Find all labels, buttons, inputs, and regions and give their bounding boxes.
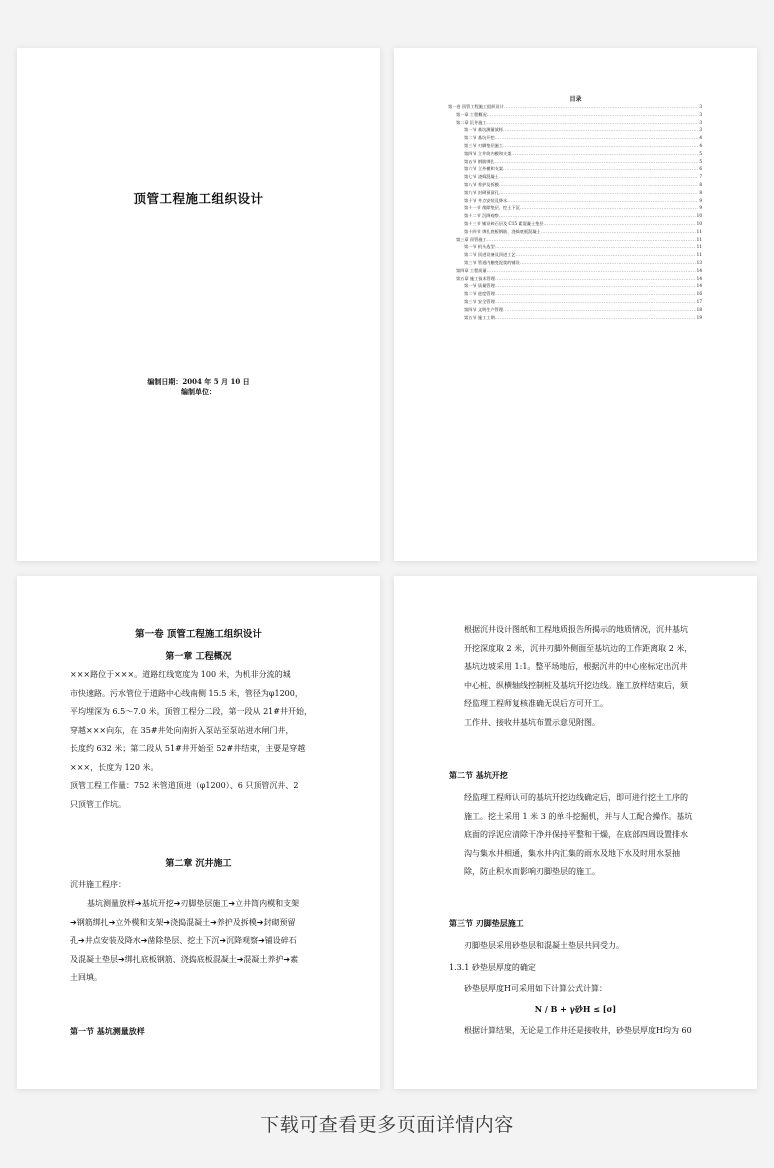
toc-entry-label: 第七节 浇捣混凝土 (464, 174, 499, 180)
toc-entry-page: 16 (696, 291, 702, 297)
toc-entry[interactable] (448, 189, 702, 197)
toc-entry-label: 第九节 封砌预留孔 (464, 189, 499, 195)
cover-meta (17, 377, 380, 397)
toc-entry-label: 第一卷 顶管工程施工组织设计 (448, 104, 504, 109)
text-line: 开挖深度取 2 米，沉井刃脚外侧面至基坑边的工作距离取 2 米， (464, 643, 693, 653)
toc-leader-dots (499, 173, 698, 181)
toc-title: 目录 (569, 96, 582, 103)
chapter1-body (70, 666, 360, 814)
toc-entry-page: 17 (696, 298, 702, 304)
toc-entry-page: 4 (699, 135, 702, 141)
text-line: ➔钢筋绑扎➔立外模和支架➔浇捣混凝土➔养护及拆模➔封砌预留 (70, 917, 296, 927)
toc-entry[interactable] (448, 181, 702, 189)
toc-entry-page: 6 (699, 166, 702, 172)
toc-leader-dots (503, 142, 698, 150)
toc-entry[interactable] (448, 173, 702, 181)
toc-entry-label: 第三节 刃脚垫层施工 (464, 142, 504, 148)
toc-entry[interactable] (448, 275, 702, 283)
toc-leader-dots (503, 126, 698, 134)
toc-leader-dots (487, 267, 696, 275)
text-line: 及混凝土垫层➔绑扎底板钢筋、浇捣底板混凝土➔混凝土养护➔素 (70, 954, 299, 964)
toc-entry-label: 第六节 立外模和支架 (464, 166, 504, 172)
toc-leader-dots (499, 189, 698, 197)
toc-entry[interactable] (448, 314, 702, 322)
toc-entry[interactable] (448, 197, 702, 205)
toc-entry[interactable] (448, 251, 702, 259)
toc-entry-page: 3 (699, 104, 702, 109)
toc-entry-page: 14 (696, 275, 702, 281)
text-line: 工作井、接收井基坑布置示意见附图。 (464, 717, 600, 727)
toc-entry-label: 第二节 进度管理 (464, 291, 495, 297)
text-line: 穿越×××向东，在 35#井处向南折入泵站至泵站进水闸门井， (70, 725, 294, 735)
toc-entry-page: 14 (696, 267, 702, 273)
toc-entry-label: 第二节 基坑开挖 (464, 135, 495, 141)
toc-leader-dots (541, 228, 696, 236)
section1-body (464, 621, 744, 732)
toc-entry-page: 11 (696, 244, 702, 250)
toc-entry[interactable] (448, 111, 702, 119)
toc-entry[interactable] (448, 243, 702, 251)
toc-entry-label: 第二章 沉井施工 (456, 119, 487, 125)
toc-leader-dots (511, 150, 698, 158)
toc-entry-label: 第十三节 铺设碎石层及 C15 素混凝土垫层 (464, 220, 544, 226)
toc-entry-page: 10 (696, 220, 702, 226)
text-line: 底面的浮泥应清除干净并保持平整和干燥，在底部四周设置排水 (464, 830, 688, 839)
section2-body (464, 789, 744, 882)
section1-title: 第一节 基坑测量放样 (70, 1026, 145, 1036)
download-more-text[interactable]: 下载可查看更多页面详情内容 (260, 1114, 514, 1136)
toc-leader-dots (499, 181, 698, 189)
text-line: 经监理工程师复核准确无误后方可开工。 (464, 699, 608, 708)
formula-intro: 砂垫层厚度H可采用如下计算公式计算： (464, 984, 607, 993)
toc-entry-label: 第五节 施工工期 (464, 314, 495, 320)
toc-leader-dots (487, 111, 699, 119)
toc-leader-dots (516, 251, 696, 259)
content-page-1 (17, 576, 380, 1089)
toc-entry[interactable] (448, 220, 702, 228)
toc-entry-label: 第一节 机头选型 (464, 244, 495, 250)
toc-entry-label: 第五章 施工技术管理 (456, 275, 496, 281)
section3-line: 刃脚垫层采用砂垫层和混凝土垫层共同受力。 (464, 941, 624, 950)
toc-entry-label: 第一章 工程概况 (456, 111, 487, 117)
toc-leader-dots (495, 282, 696, 290)
toc-entry-page: 9 (699, 205, 702, 211)
text-line: 基坑测量放样➔基坑开挖➔刃脚垫层施工➔立井筒内模和支架 (87, 899, 300, 908)
toc-leader-dots (495, 134, 699, 142)
toc-entry-page: 8 (699, 181, 702, 187)
cover-date: 编制日期：2004 年 5 月 10 日 (147, 377, 250, 386)
text-line: 顶管工程工作量：752 米管道顶进（φ1200）、6 只顶管沉井、2 (70, 781, 299, 790)
toc-leader-dots (495, 243, 696, 251)
text-line: 中心桩、纵横轴线控制桩及基坑开挖边线。施工放样结束后，须 (464, 680, 688, 690)
toc-leader-dots (507, 197, 698, 205)
toc-entry[interactable] (448, 298, 702, 306)
text-line: 施工。挖土采用 1 米 3 的单斗挖掘机，并与人工配合操作。基坑 (464, 811, 693, 821)
toc-leader-dots (504, 103, 699, 111)
formula: N / B + γ砂H ≤ [σ] (534, 1004, 617, 1014)
chapter1-title: 第一章 工程概况 (165, 652, 232, 662)
text-line: 市快速路。污水管位于道路中心线南侧 15.5 米，管径为φ1200， (70, 688, 303, 698)
text-line: 基坑边坡采用 1:1。整平场地后，根据沉井的中心座标定出沉井 (464, 662, 688, 671)
toc-entry-label: 第十二节 沉降观察 (464, 213, 499, 219)
content-page-2 (394, 576, 757, 1089)
toc-entry-page: 4 (699, 142, 702, 148)
last-line: 根据计算结果，无论是工作井还是接收井，砂垫层厚度H均为 60 (464, 1026, 692, 1035)
toc-entry-label: 第一节 质量管理 (464, 283, 495, 289)
toc-entry[interactable] (448, 267, 702, 275)
toc-entry-label: 第一节 基坑测量放样 (464, 127, 504, 133)
text-line: 沟与集水井相通，集水井内汇集的雨水及地下水及时用水泵抽 (464, 848, 680, 858)
toc-entry-page: 18 (696, 306, 702, 312)
toc-entry-label: 第二节 顶进设备及顶进工艺 (464, 252, 516, 258)
toc-entry-label: 第四章 工程质量 (456, 267, 487, 273)
toc-list (448, 103, 702, 321)
toc-entry-page: 3 (699, 111, 702, 117)
toc-entry[interactable] (448, 282, 702, 290)
text-line: 长度约 632 米；第二段从 51#井开始至 52#井结束，主要是穿越 (70, 744, 306, 753)
toc-entry-label: 第三节 安全管理 (464, 298, 495, 304)
cover-page (17, 48, 380, 561)
toc-entry[interactable] (448, 103, 702, 111)
text-line: 平均埋深为 6.5～7.0 米。顶管工程分二段，第一段从 21#井开始， (70, 707, 312, 716)
toc-entry-page: 5 (699, 150, 702, 156)
toc-entry-page: 19 (696, 314, 702, 320)
toc-entry[interactable] (448, 306, 702, 314)
text-line: 孔➔井点安装及降水➔凿除垫层、挖土下沉➔沉降观察➔铺设碎石 (70, 936, 297, 945)
toc-leader-dots (544, 220, 696, 228)
toc-leader-dots (520, 259, 696, 267)
cover-unit: 编制单位： (181, 387, 216, 396)
section2-title: 第二节 基坑开挖 (449, 770, 508, 780)
cover-title: 顶管工程施工组织设计 (133, 191, 264, 206)
toc-entry-page: 11 (696, 236, 702, 242)
toc-entry-page: 9 (699, 197, 702, 203)
toc-entry[interactable] (448, 126, 702, 134)
text-line: 土回填。 (70, 973, 102, 982)
chapter2-procedure (70, 895, 360, 988)
toc-leader-dots (495, 298, 696, 306)
toc-entry-label: 第四节 文明生产管理 (464, 306, 504, 312)
text-line: 除，防止积水而影响刃脚垫层的施工。 (464, 867, 600, 876)
toc-entry[interactable] (448, 204, 702, 212)
text-line: ×××路位于×××。道路红线宽度为 100 米，为机非分流的城 (70, 670, 291, 679)
toc-entry[interactable] (448, 259, 702, 267)
toc-leader-dots (495, 314, 696, 322)
volume-title: 第一卷 顶管工程施工组织设计 (135, 629, 262, 640)
toc-entry[interactable] (448, 236, 702, 244)
subsection-title: 1.3.1 砂垫层厚度的确定 (449, 963, 536, 972)
toc-entry-page: 5 (699, 158, 702, 164)
toc-entry-page: 13 (696, 259, 702, 265)
toc-entry-page: 8 (699, 189, 702, 195)
text-line: 根据沉井设计图纸和工程地质报告所揭示的地质情况，沉井基坑 (464, 625, 688, 634)
toc-entry[interactable] (448, 119, 702, 127)
toc-leader-dots (495, 158, 699, 166)
text-line: 经监理工程师认可的基坑开挖边线确定后，即可进行挖土工序的 (464, 793, 688, 802)
toc-leader-dots (503, 306, 696, 314)
toc-leader-dots (520, 204, 699, 212)
toc-entry-label: 第三章 顶管施工 (456, 236, 487, 242)
toc-entry-page: 11 (696, 252, 702, 258)
toc-entry[interactable] (448, 212, 702, 220)
toc-entry-page: 7 (699, 174, 702, 180)
toc-entry-page: 14 (696, 283, 702, 289)
toc-entry-label: 第十四节 绑扎底板钢筋、浇捣底板混凝土 (464, 228, 541, 234)
toc-entry[interactable] (448, 158, 702, 166)
toc-entry[interactable] (448, 165, 702, 173)
toc-entry[interactable] (448, 150, 702, 158)
toc-entry-page: 3 (699, 119, 702, 125)
toc-entry-label: 第三节 管道内触变泥浆的铺设 (464, 259, 520, 265)
toc-entry[interactable] (448, 142, 702, 150)
toc-leader-dots (487, 119, 699, 127)
chapter2-procedure-label: 沉井施工程序： (70, 880, 126, 889)
toc-page (394, 48, 757, 561)
toc-entry-label: 第十一节 凿除垫层、挖土下沉 (464, 205, 520, 211)
section3-title: 第三节 刃脚垫层施工 (449, 918, 524, 928)
toc-leader-dots (495, 275, 696, 283)
toc-entry-page: 3 (699, 127, 702, 133)
toc-leader-dots (503, 165, 698, 173)
toc-entry[interactable] (448, 134, 702, 142)
toc-leader-dots (499, 212, 696, 220)
toc-entry-page: 10 (696, 213, 702, 219)
toc-entry-label: 第五节 钢筋绑扎 (464, 158, 495, 164)
toc-entry-label: 第四节 立井筒内模和支架 (464, 150, 512, 156)
text-line: ×××，长度为 120 米。 (70, 762, 159, 772)
toc-entry[interactable] (448, 290, 702, 298)
toc-leader-dots (495, 290, 696, 298)
toc-entry-label: 第八节 养护及拆模 (464, 181, 499, 187)
toc-entry-page: 11 (696, 228, 702, 234)
text-line: 只顶管工作坑。 (70, 799, 126, 809)
toc-entry[interactable] (448, 228, 702, 236)
toc-leader-dots (487, 236, 696, 244)
chapter2-title: 第二章 沉井施工 (165, 859, 232, 869)
toc-entry-label: 第十节 井点安装及降水 (464, 197, 508, 203)
